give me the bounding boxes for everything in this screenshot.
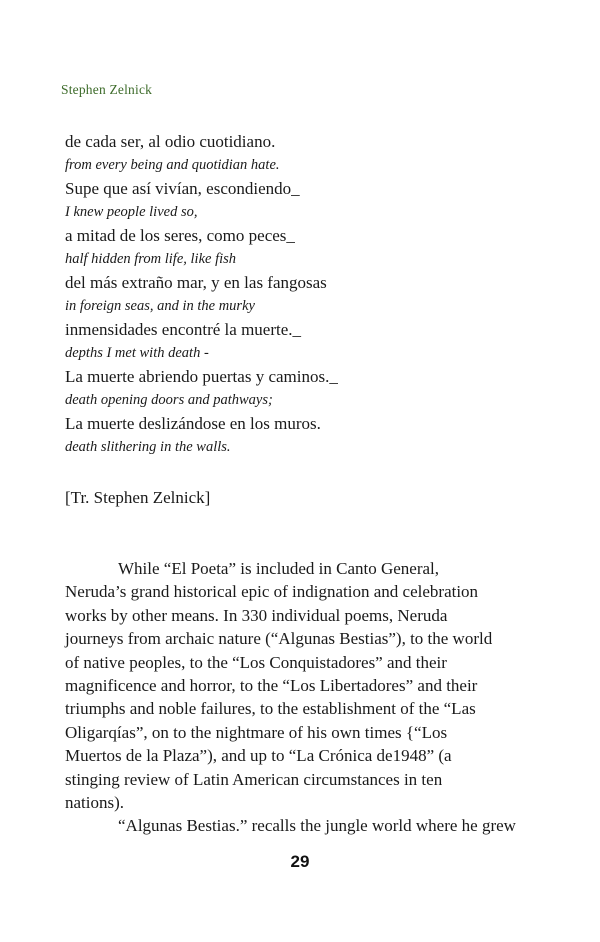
paragraph-line: While “El Poeta” is included in Canto General, <box>118 559 440 578</box>
poem-line-english: in foreign seas, and in the murky <box>65 297 255 314</box>
poem-line-spanish: La muerte deslizándose en los muros. <box>65 414 321 433</box>
poem-line-spanish: a mitad de los seres, como peces_ <box>65 226 295 245</box>
poem-line-spanish: inmensidades encontré la muerte._ <box>65 320 302 339</box>
paragraph-line: Muertos de la Plaza”), and up to “La Crónica de1948” (a <box>65 746 452 766</box>
page-number: 29 <box>290 852 310 871</box>
paragraph-line: “Algunas Bestias.” recalls the jungle world where he grew <box>118 816 516 836</box>
paragraph-line: works by other means. In 330 individual poems, Neruda <box>65 605 448 625</box>
paragraph-line: Neruda’s grand historical epic of indignation and celebration <box>65 582 479 602</box>
running-head: Stephen Zelnick <box>61 82 153 97</box>
poem-line-english: death slithering in the walls. <box>65 438 231 455</box>
paragraph-line: triumphs and noble failures, to the establishment of the “Las <box>65 699 476 719</box>
poem-block <box>65 130 545 459</box>
poem-line-english: I knew people lived so, <box>65 203 198 220</box>
poem-line-spanish: Supe que así vivían, escondiendo_ <box>65 179 300 198</box>
translator-credit: [Tr. Stephen Zelnick] <box>65 488 211 507</box>
poem-line-spanish: La muerte abriendo puertas y caminos._ <box>65 367 338 386</box>
poem-line-english: half hidden from life, like fish <box>65 250 237 267</box>
body-text <box>65 557 545 838</box>
poem-line-english: from every being and quotidian hate. <box>65 156 280 173</box>
paragraph-line: Oligarqías”, on to the nightmare of his own times {“Los <box>65 722 448 742</box>
paragraph-line: of native peoples, to the “Los Conquistadores” and their <box>65 652 447 672</box>
poem-line-english: depths I met with death - <box>65 344 209 361</box>
poem-line-spanish: del más extraño mar, y en las fangosas <box>65 273 327 292</box>
paragraph-line: journeys from archaic nature (“Algunas Bestias”), to the world <box>65 629 493 649</box>
paragraph-line: stinging review of Latin American circumstances in ten <box>65 769 443 789</box>
poem-line-spanish: de cada ser, al odio cuotidiano. <box>65 132 276 151</box>
poem-line-english: death opening doors and pathways; <box>65 391 273 408</box>
paragraph-line: nations). <box>65 792 125 812</box>
paragraph-line: magnificence and horror, to the “Los Libertadores” and their <box>65 675 478 695</box>
